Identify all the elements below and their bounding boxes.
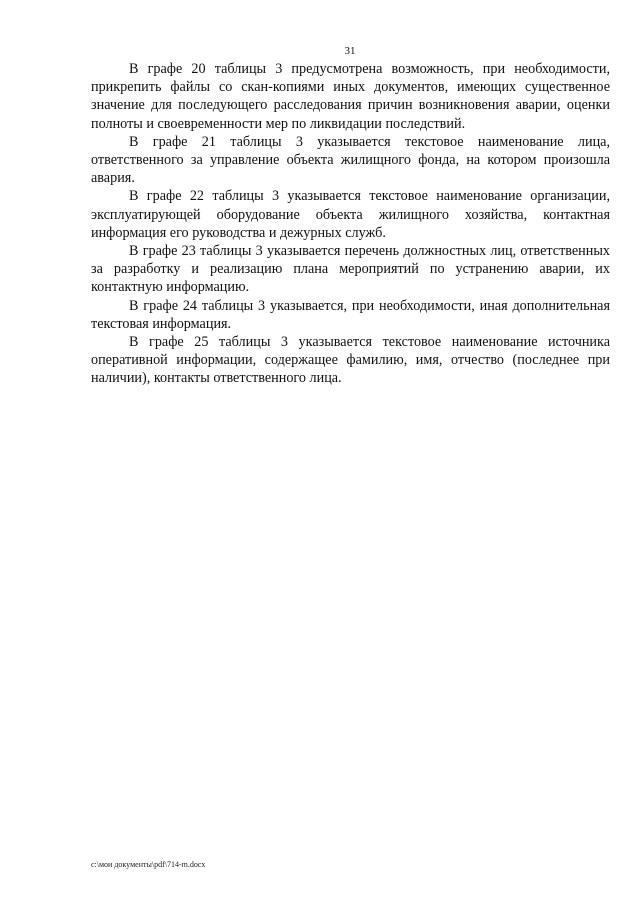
paragraph-graph-23: В графе 23 таблицы 3 указывается перечень должностных лиц, ответственных за разработку и реализацию плана мероприятий по устранению аварии, их контактную информацию. [91,243,610,296]
footer-file-path: c:\мои документы\pdf\714-m.docx [91,860,206,869]
paragraph-graph-21: В графе 21 таблицы 3 указывается текстовое наименование лица, ответственного за управление объекта жилищного фонда, на котором произошла авария. [91,133,610,187]
paragraph-graph-25: В графе 25 таблицы 3 указывается текстовое наименование источника оперативной информации, содержащее фамилию, имя, отчество (последнее при наличии), контакты ответственного лица. [91,334,610,387]
paragraph-graph-20: В графе 20 таблицы 3 предусмотрена возможность, при необходимости, прикрепить файлы со скан-копиями иных документов, имеющих существенное значение для последующего расследования причин возникновения аварии, оценки полноты и своевременности мер по ликвидации последствий. [91,61,610,132]
document-body [91,60,610,388]
page-number: 31 [344,45,356,57]
paragraph-graph-24: В графе 24 таблицы 3 указывается, при необходимости, иная дополнительная текстовая информация. [91,297,610,332]
paragraph-graph-22: В графе 22 таблицы 3 указывается текстовое наименование организации, эксплуатирующей оборудование объекта жилищного хозяйства, контактная информация его руководства и дежурных служб. [91,188,610,241]
